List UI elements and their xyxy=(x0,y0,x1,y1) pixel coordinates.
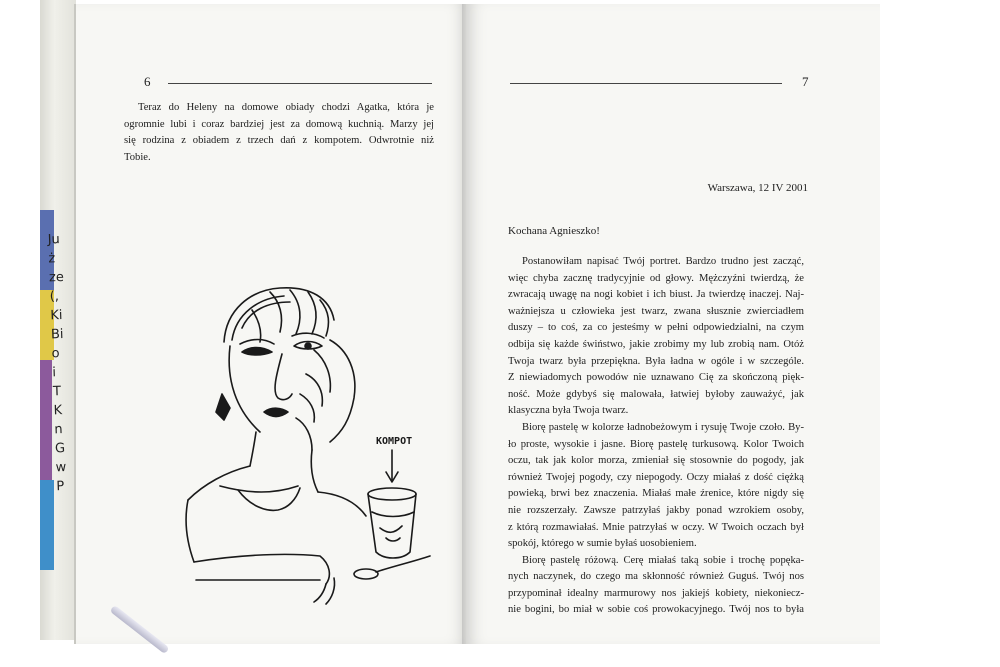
text-line: klasyczna była Twoja twarz. xyxy=(508,405,629,417)
letter-date: Warszawa, 12 IV 2001 xyxy=(707,182,808,194)
text-line: ność. Może gdybyś się malowała, łatwiej byłoby zauważyć, jak xyxy=(508,388,804,400)
page-number-right: 7 xyxy=(802,74,809,89)
text-line: Tobie. xyxy=(124,151,151,163)
text-line: ogromnie lubi i coraz bardziej jest za domową kuchnią. Marzy jej xyxy=(124,118,434,130)
text-line: się rodzina z obiadem z trzech dań z kompotem. Odwrotnie niż xyxy=(124,135,434,147)
cover-handwriting: Ju ż ze (, Ki Bi o i T K n G w P xyxy=(47,232,67,495)
left-paragraph xyxy=(124,100,434,166)
header-rule-right xyxy=(510,83,782,84)
text-line: Biorę pastelę różową. Cerę miałaś taką sobie i trochę popęka- xyxy=(522,554,804,566)
text-line: z którą rozmawiałaś. Mnie patrzyłaś w oczy. W Twoich oczach był xyxy=(508,521,804,533)
text-line: więc chyba zacznę tradycyjnie od głowy. Mężczyźni twierdzą, że xyxy=(508,272,804,284)
text-line: również Twojej pogody, czy niepogody. Oczy miałaś z dość ciężką xyxy=(508,471,804,483)
kompot-label: KOMPOT xyxy=(376,436,413,447)
book-cover-edge xyxy=(40,150,74,610)
letter-greeting: Kochana Agnieszko! xyxy=(508,225,600,237)
text-line: oczu, tak jak kolor morza, zmieniał się stosownie do pogody, jak xyxy=(508,455,804,467)
text-line: odbija się każde świństwo, jakie zrobimy my lub zrobią nam. Otóż xyxy=(508,338,804,350)
text-line: ło proste, wysokie i jasne. Biorę pastelę turkusową. Kolor Twoich xyxy=(508,438,804,450)
text-line: nie rozszerzały. Zawsze patrzyłaś jakby ponad wzrokiem osoby, xyxy=(508,504,804,516)
page-number-left: 6 xyxy=(144,74,151,89)
text-line: ważniejsza u człowieka jest twarz, zwana słusznie zwierciadłem xyxy=(508,305,804,317)
letter-body xyxy=(508,254,804,619)
text-line: Biorę pastelę w kolorze ładnobeżowym i rysuję Twoje czoło. By- xyxy=(522,421,804,433)
text-line: duszy – to coś, za co jesteśmy w pełni odpowiedzialni, na czym xyxy=(508,322,804,334)
header-rule-left xyxy=(168,83,432,84)
text-line: Z niewiadomych powodów nie uznawano Cię za skończoną pięk- xyxy=(508,372,804,384)
woman-sketch-illustration xyxy=(180,280,440,610)
text-line: powieką, brwi bez znaczenia. Miałaś małe źrenice, które nigdy się xyxy=(508,488,804,500)
text-line: Teraz do Heleny na domowe obiady chodzi Agatka, która je xyxy=(138,102,434,113)
text-line: nie bogini, bo miał w sobie coś prowokacyjnego. Twój nos to była xyxy=(508,604,804,616)
text-line: zwracają uwagę na nogi kobiet i ich biust. Ja twierdzę inaczej. Naj- xyxy=(508,289,804,301)
text-line: przypominał idealny marmurowy nos jakiejś kobiety, niekoniecz- xyxy=(508,587,804,599)
text-line: Postanowiłam napisać Twój portret. Bardzo trudno jest zacząć, xyxy=(522,256,804,267)
text-line: Twoja twarz była przepiękna. Była ładna w ogóle i w szczególe. xyxy=(508,355,804,367)
text-line: spokój, którego w sumie byłaś uosobieniem. xyxy=(508,538,697,550)
right-page xyxy=(466,4,880,644)
text-line: nych naczynek, do czego ma skłonność również Guguś. Twój nos xyxy=(508,571,804,583)
left-page xyxy=(74,4,468,644)
